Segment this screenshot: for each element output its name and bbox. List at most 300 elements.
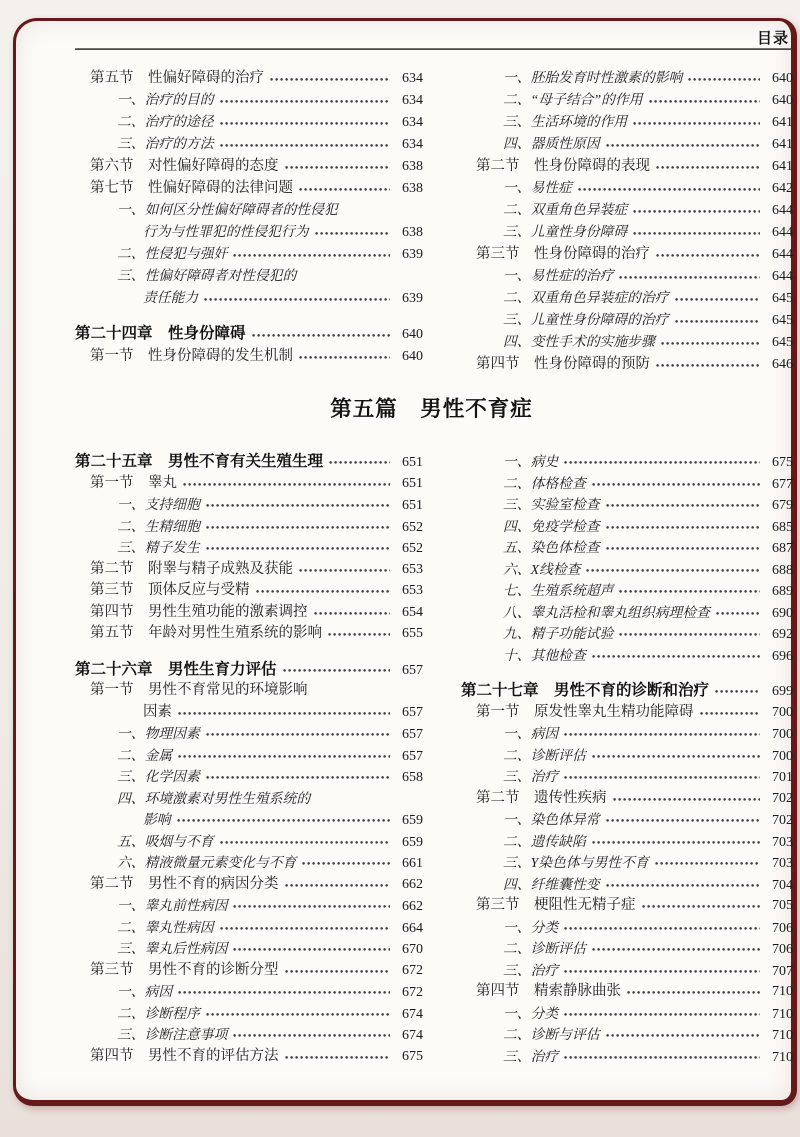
dot-leader xyxy=(655,862,760,865)
dot-leader xyxy=(206,504,390,507)
toc-entry-page: 652 xyxy=(402,519,423,535)
toc-entry-page: 644 xyxy=(772,269,793,284)
dot-leader xyxy=(633,122,760,125)
toc-entry-page: 661 xyxy=(402,856,423,871)
toc-entry xyxy=(75,938,423,960)
toc-entry-page: 710 xyxy=(772,984,793,999)
toc-entry xyxy=(461,199,793,221)
toc-entry-page: 672 xyxy=(402,962,423,978)
toc-entry-title: 二、诊断评估 xyxy=(503,747,586,763)
toc-entry-page: 710 xyxy=(772,1028,793,1043)
dot-leader xyxy=(675,320,760,323)
toc-entry-page: 642 xyxy=(772,181,793,196)
toc-entry-page: 657 xyxy=(402,662,423,678)
toc-entry xyxy=(75,874,423,896)
dot-leader xyxy=(233,254,390,257)
header-rule xyxy=(75,48,791,50)
dot-leader xyxy=(592,655,760,658)
toc-entry-page: 662 xyxy=(402,876,423,892)
toc-entry-page: 705 xyxy=(772,898,793,913)
dot-leader xyxy=(220,841,390,844)
toc-entry-title: 一、分类 xyxy=(503,919,559,935)
toc-entry xyxy=(461,309,793,331)
toc-entry-page: 641 xyxy=(772,159,793,174)
toc-entry-title: 第一节 性身份障碍的发生机制 xyxy=(90,348,293,364)
toc-entry-page: 703 xyxy=(772,834,793,850)
dot-leader xyxy=(206,526,390,529)
dot-leader xyxy=(220,122,390,125)
toc-entry-title: 二、诊断与评估 xyxy=(503,1027,600,1042)
dot-leader xyxy=(606,1034,760,1037)
toc-entry xyxy=(461,745,793,767)
dot-leader xyxy=(613,798,761,801)
toc-entry-title: 八、睾丸活检和睾丸组织病理检查 xyxy=(503,604,710,620)
toc-entry-page: 639 xyxy=(402,291,423,306)
toc-entry-page: 645 xyxy=(772,313,793,328)
toc-entry-page: 658 xyxy=(402,770,423,785)
part-heading: 第五篇 男性不育症 xyxy=(330,397,533,421)
toc-entry xyxy=(461,960,793,982)
toc-entry-page: 657 xyxy=(402,704,423,720)
dot-leader xyxy=(183,483,390,486)
toc-entry-page: 634 xyxy=(402,93,423,108)
dot-leader xyxy=(285,166,391,169)
toc-entry xyxy=(461,89,793,111)
toc-entry-page: 659 xyxy=(402,813,423,828)
dot-leader xyxy=(302,862,390,865)
toc-entry-title: 六、X线检查 xyxy=(503,561,581,577)
dot-leader xyxy=(206,547,390,550)
toc-entry xyxy=(461,516,793,538)
toc-entry xyxy=(75,960,423,982)
toc-entry-page: 706 xyxy=(772,942,793,957)
dot-leader xyxy=(564,461,760,464)
dot-leader xyxy=(270,78,390,81)
toc-entry-title: 第一节 男性不育常见的环境影响 xyxy=(90,682,308,698)
toc-entry-title: 行为与性罪犯的性侵犯行为 xyxy=(143,224,309,239)
dot-leader xyxy=(606,819,760,822)
toc-column-bottom-right xyxy=(461,451,793,1067)
toc-entry xyxy=(461,623,793,645)
dot-leader xyxy=(661,342,760,345)
toc-entry-page: 651 xyxy=(402,498,423,513)
dot-leader xyxy=(285,1056,391,1059)
toc-entry-title: 一、染色体异常 xyxy=(503,812,600,827)
toc-entry-page: 674 xyxy=(402,1006,423,1022)
toc-entry-page: 701 xyxy=(772,770,793,785)
toc-entry-page: 645 xyxy=(772,291,793,306)
toc-entry-page: 638 xyxy=(402,181,423,196)
toc-entry-page: 692 xyxy=(772,627,793,642)
dot-leader xyxy=(586,569,760,572)
toc-entry-title: 二、双重角色异装症 xyxy=(503,202,628,217)
toc-entry-title: 第二节 附睾与精子成熟及获能 xyxy=(90,560,293,577)
dot-leader xyxy=(564,1013,760,1016)
toc-entry-title: 二、金属 xyxy=(117,747,173,763)
dot-leader xyxy=(299,356,390,359)
toc-entry-title: 一、如何区分性偏好障碍者的性侵犯 xyxy=(117,202,338,217)
toc-entry-title: 第五节 年龄对男性生殖系统的影响 xyxy=(90,625,322,641)
toc-entry xyxy=(461,702,793,724)
dot-leader xyxy=(233,948,390,951)
toc-entry xyxy=(461,874,793,896)
dot-leader xyxy=(178,712,390,715)
toc-entry xyxy=(75,745,423,767)
toc-entry-title: 三、性偏好障碍者对性侵犯的 xyxy=(117,268,297,283)
dot-leader xyxy=(656,364,760,367)
toc-entry xyxy=(75,1046,423,1068)
dot-leader xyxy=(715,690,760,693)
toc-entry xyxy=(75,516,423,538)
dot-leader xyxy=(619,276,760,279)
page-header xyxy=(75,27,789,47)
toc-entry-title: 二、诊断程序 xyxy=(117,1005,200,1021)
toc-entry xyxy=(461,243,793,265)
dot-leader xyxy=(564,970,760,973)
toc-column-top-right xyxy=(461,67,793,375)
toc-entry xyxy=(461,723,793,745)
toc-entry xyxy=(461,788,793,810)
toc-entry xyxy=(461,331,793,353)
toc-entry xyxy=(461,177,793,199)
toc-entry-page: 644 xyxy=(772,203,793,218)
toc-entry xyxy=(75,221,423,243)
toc-entry-page: 634 xyxy=(402,115,423,130)
dot-leader xyxy=(606,526,760,529)
toc-entry-title: 二、遗传缺陷 xyxy=(503,833,586,849)
dot-leader xyxy=(619,590,760,593)
toc-entry xyxy=(75,494,423,516)
toc-entry-title: 五、吸烟与不育 xyxy=(117,833,214,849)
toc-entry-page: 640 xyxy=(772,93,793,108)
toc-entry xyxy=(75,623,423,645)
toc-column-bottom-left xyxy=(75,451,423,1067)
toc-entry-title: 九、精子功能试验 xyxy=(503,626,614,641)
toc-entry xyxy=(75,155,423,177)
toc-entry-title: 三、治疗 xyxy=(503,769,559,784)
toc-entry-title: 三、治疗的方法 xyxy=(117,136,214,151)
toc-entry xyxy=(75,473,423,495)
page-title: 目录 xyxy=(756,30,789,47)
toc-entry xyxy=(75,723,423,745)
toc-entry xyxy=(75,559,423,581)
toc-entry-page: 634 xyxy=(402,71,423,86)
toc-entry xyxy=(75,602,423,624)
toc-entry-title: 一、睾丸前性病因 xyxy=(117,898,228,913)
dot-leader xyxy=(592,841,760,844)
dot-leader xyxy=(315,232,390,235)
dot-leader xyxy=(206,733,390,736)
toc-entry-title: 四、环境激素对男性生殖系统的 xyxy=(117,790,311,806)
toc-entry xyxy=(461,1024,793,1046)
toc-entry xyxy=(75,451,423,473)
toc-entry xyxy=(75,981,423,1003)
toc-entry xyxy=(75,766,423,788)
toc-entry-page: 700 xyxy=(772,704,793,720)
toc-entry-page: 653 xyxy=(402,561,423,577)
toc-entry-title: 一、胚胎发育时性激素的影响 xyxy=(503,70,683,85)
dot-leader xyxy=(649,100,760,103)
toc-entry-title: 二、“母子结合”的作用 xyxy=(503,92,643,107)
toc-entry-page: 640 xyxy=(402,327,423,342)
toc-gap xyxy=(75,309,423,323)
toc-entry-page: 639 xyxy=(402,247,423,262)
toc-entry xyxy=(461,155,793,177)
dot-leader xyxy=(299,188,390,191)
toc-entry-title: 第二十七章 男性不育的诊断和治疗 xyxy=(461,682,710,699)
toc-entry-title: 第四节 精索静脉曲张 xyxy=(476,983,621,999)
toc-entry-page: 657 xyxy=(402,748,423,764)
toc-entry xyxy=(461,1003,793,1025)
toc-entry xyxy=(461,981,793,1003)
toc-entry-page: 704 xyxy=(772,877,793,893)
toc-entry-title: 一、治疗的目的 xyxy=(117,92,214,107)
toc-entry-title: 三、儿童性身份障碍 xyxy=(503,224,628,239)
toc-entry-page: 677 xyxy=(772,476,793,492)
toc-entry-title: 四、变性手术的实施步骤 xyxy=(503,334,655,349)
dot-leader xyxy=(329,461,390,464)
dot-leader xyxy=(564,1056,760,1059)
toc-entry-page: 662 xyxy=(402,899,423,914)
toc-entry-title: 一、物理因素 xyxy=(117,726,200,741)
toc-entry xyxy=(461,645,793,667)
dot-leader xyxy=(178,755,390,758)
toc-entry-title: 二、双重角色异装症的治疗 xyxy=(503,290,669,305)
toc-entry-title: 第三节 梗阻性无精子症 xyxy=(476,897,636,913)
toc-gap xyxy=(75,645,423,659)
toc-entry-title: 六、精液微量元素变化与不育 xyxy=(117,855,297,870)
toc-entry-title: 一、病史 xyxy=(503,454,559,469)
toc-entry-title: 第二十五章 男性不育有关生殖生理 xyxy=(75,453,324,470)
toc-entry-title: 三、睾丸后性病因 xyxy=(117,941,228,956)
toc-entry-page: 674 xyxy=(402,1028,423,1043)
toc-entry xyxy=(75,67,423,89)
toc-entry xyxy=(75,680,423,702)
toc-entry-title: 第六节 对性偏好障碍的态度 xyxy=(90,158,279,174)
toc-entry-title: 三、精子发生 xyxy=(117,540,200,555)
toc-entry-page: 710 xyxy=(772,1006,793,1022)
toc-entry-page: 700 xyxy=(772,748,793,764)
toc-entry-page: 651 xyxy=(402,475,423,491)
toc-entry-title: 一、病因 xyxy=(503,726,559,741)
toc-entry-title: 责任能力 xyxy=(143,290,199,305)
toc-entry xyxy=(461,67,793,89)
dot-leader xyxy=(633,232,760,235)
toc-entry-page: 699 xyxy=(772,684,793,699)
dot-leader xyxy=(564,733,760,736)
toc-entry-page: 644 xyxy=(772,225,793,240)
toc-entry xyxy=(75,1003,423,1025)
toc-entry-page: 638 xyxy=(402,159,423,174)
dot-leader xyxy=(633,210,760,213)
toc-entry xyxy=(75,537,423,559)
toc-entry xyxy=(75,852,423,874)
toc-bottom-section xyxy=(75,451,793,1067)
toc-entry xyxy=(461,831,793,853)
dot-leader xyxy=(592,755,760,758)
dot-leader xyxy=(564,776,760,779)
toc-entry xyxy=(75,199,423,221)
toc-entry-title: 第二节 遗传性疾病 xyxy=(476,789,607,806)
toc-top-section xyxy=(75,67,793,375)
toc-entry-title: 第四节 性身份障碍的预防 xyxy=(476,356,650,372)
toc-entry xyxy=(461,602,793,624)
toc-entry-page: 664 xyxy=(402,920,423,936)
toc-entry-title: 一、易性症的治疗 xyxy=(503,268,614,283)
toc-entry xyxy=(75,177,423,199)
toc-entry-title: 三、治疗 xyxy=(503,1048,559,1064)
toc-entry xyxy=(461,287,793,309)
toc-entry-title: 第二十四章 性身份障碍 xyxy=(75,325,246,342)
toc-entry-title: 第二十六章 男性生育力评估 xyxy=(75,660,277,678)
toc-entry-page: 672 xyxy=(402,985,423,1000)
toc-entry xyxy=(461,111,793,133)
toc-entry-page: 641 xyxy=(772,115,793,130)
toc-entry-title: 三、生活环境的作用 xyxy=(503,114,628,129)
dot-leader xyxy=(642,905,761,908)
toc-entry xyxy=(75,265,423,287)
toc-entry xyxy=(461,494,793,516)
dot-leader xyxy=(656,166,760,169)
dot-leader xyxy=(627,991,760,994)
toc-entry-title: 第三节 顶体反应与受精 xyxy=(90,582,250,598)
dot-leader xyxy=(285,884,391,887)
toc-entry-page: 710 xyxy=(772,1049,793,1065)
dot-leader xyxy=(592,483,760,486)
toc-entry xyxy=(461,473,793,495)
toc-entry-title: 二、睾丸性病因 xyxy=(117,919,214,935)
toc-entry-title: 三、实验室检查 xyxy=(503,497,600,512)
toc-entry-page: 634 xyxy=(402,137,423,152)
dot-leader xyxy=(688,78,760,81)
toc-entry-title: 第二节 性身份障碍的表现 xyxy=(476,158,650,174)
toc-entry-page: 707 xyxy=(772,963,793,979)
toc-entry xyxy=(75,917,423,939)
toc-entry-page: 644 xyxy=(772,247,793,262)
toc-entry-title: 影响 xyxy=(143,812,171,827)
dot-leader xyxy=(328,633,390,636)
toc-entry-page: 638 xyxy=(402,225,423,240)
toc-entry xyxy=(75,702,423,724)
toc-entry xyxy=(461,1046,793,1068)
toc-entry-page: 654 xyxy=(402,604,423,620)
toc-entry xyxy=(461,680,793,702)
dot-leader xyxy=(619,633,760,636)
toc-entry xyxy=(75,133,423,155)
toc-entry-page: 670 xyxy=(402,942,423,957)
toc-entry xyxy=(461,809,793,831)
toc-entry xyxy=(75,323,423,345)
toc-entry-title: 四、纤维囊性变 xyxy=(503,876,600,892)
dot-leader xyxy=(256,590,391,593)
toc-entry-page: 653 xyxy=(402,583,423,598)
dot-leader xyxy=(220,144,390,147)
toc-entry-page: 679 xyxy=(772,498,793,513)
dot-leader xyxy=(564,927,760,930)
toc-entry-page: 675 xyxy=(402,1048,423,1064)
dot-leader xyxy=(606,884,760,887)
toc-entry-page: 685 xyxy=(772,519,793,535)
toc-entry xyxy=(75,659,423,681)
dot-leader xyxy=(700,712,761,715)
toc-entry-title: 因素 xyxy=(143,703,172,720)
toc-entry-page: 641 xyxy=(772,137,793,152)
toc-entry xyxy=(75,111,423,133)
toc-entry xyxy=(461,353,793,375)
toc-entry-title: 一、分类 xyxy=(503,1005,559,1021)
toc-entry xyxy=(75,788,423,810)
dot-leader xyxy=(233,905,390,908)
dot-leader xyxy=(283,669,390,672)
toc-entry-title: 二、生精细胞 xyxy=(117,518,200,534)
toc-entry xyxy=(75,287,423,309)
toc-entry-title: 第四节 男性生殖功能的激素调控 xyxy=(90,603,308,620)
toc-entry-title: 第二节 男性不育的病因分类 xyxy=(90,875,279,892)
toc-entry-title: 第一节 睾丸 xyxy=(90,474,177,491)
toc-entry-page: 689 xyxy=(772,584,793,599)
toc-entry-title: 第七节 性偏好障碍的法律问题 xyxy=(90,180,293,196)
scanned-book-page xyxy=(13,18,797,1106)
dot-leader xyxy=(252,334,390,337)
dot-leader xyxy=(606,144,760,147)
toc-entry xyxy=(75,243,423,265)
toc-entry xyxy=(461,537,793,559)
toc-content xyxy=(75,67,793,1067)
toc-entry-title: 四、器质性原因 xyxy=(503,136,600,151)
dot-leader xyxy=(220,100,390,103)
toc-entry xyxy=(75,345,423,367)
toc-entry-title: 十、其他检查 xyxy=(503,647,586,663)
toc-gap xyxy=(461,666,793,680)
toc-entry-title: 三、诊断注意事项 xyxy=(117,1027,228,1042)
dot-leader xyxy=(206,776,390,779)
dot-leader xyxy=(592,948,760,951)
toc-entry-title: 二、体格检查 xyxy=(503,475,586,491)
toc-entry-title: 三、Y染色体与男性不育 xyxy=(503,855,649,870)
dot-leader xyxy=(220,927,390,930)
toc-entry xyxy=(75,1024,423,1046)
toc-entry-title: 二、诊断评估 xyxy=(503,941,586,956)
dot-leader xyxy=(204,298,390,301)
toc-entry-title: 第四节 男性不育的评估方法 xyxy=(90,1047,279,1064)
toc-entry xyxy=(461,451,793,473)
toc-entry-page: 702 xyxy=(772,790,793,806)
toc-entry-title: 七、生殖系统超声 xyxy=(503,583,614,598)
toc-entry-page: 645 xyxy=(772,335,793,350)
dot-leader xyxy=(299,569,390,572)
toc-column-top-left xyxy=(75,67,423,375)
toc-entry xyxy=(461,133,793,155)
toc-entry-title: 第五节 性偏好障碍的治疗 xyxy=(90,70,264,86)
toc-entry-title: 五、染色体检查 xyxy=(503,540,600,555)
toc-entry xyxy=(461,580,793,602)
dot-leader xyxy=(178,991,390,994)
toc-entry-page: 702 xyxy=(772,813,793,828)
dot-leader xyxy=(233,1034,390,1037)
toc-entry-title: 三、儿童性身份障碍的治疗 xyxy=(503,312,669,327)
toc-entry-title: 四、免疫学检查 xyxy=(503,518,600,534)
toc-entry xyxy=(75,580,423,602)
toc-entry-title: 一、支持细胞 xyxy=(117,497,200,512)
toc-entry-page: 651 xyxy=(402,455,423,470)
toc-entry-title: 三、化学因素 xyxy=(117,769,200,784)
toc-entry-title: 三、治疗 xyxy=(503,962,559,978)
toc-entry xyxy=(461,895,793,917)
toc-entry-title: 二、治疗的途径 xyxy=(117,114,214,129)
toc-entry-page: 703 xyxy=(772,856,793,871)
dot-leader xyxy=(606,504,760,507)
dot-leader xyxy=(206,1013,390,1016)
